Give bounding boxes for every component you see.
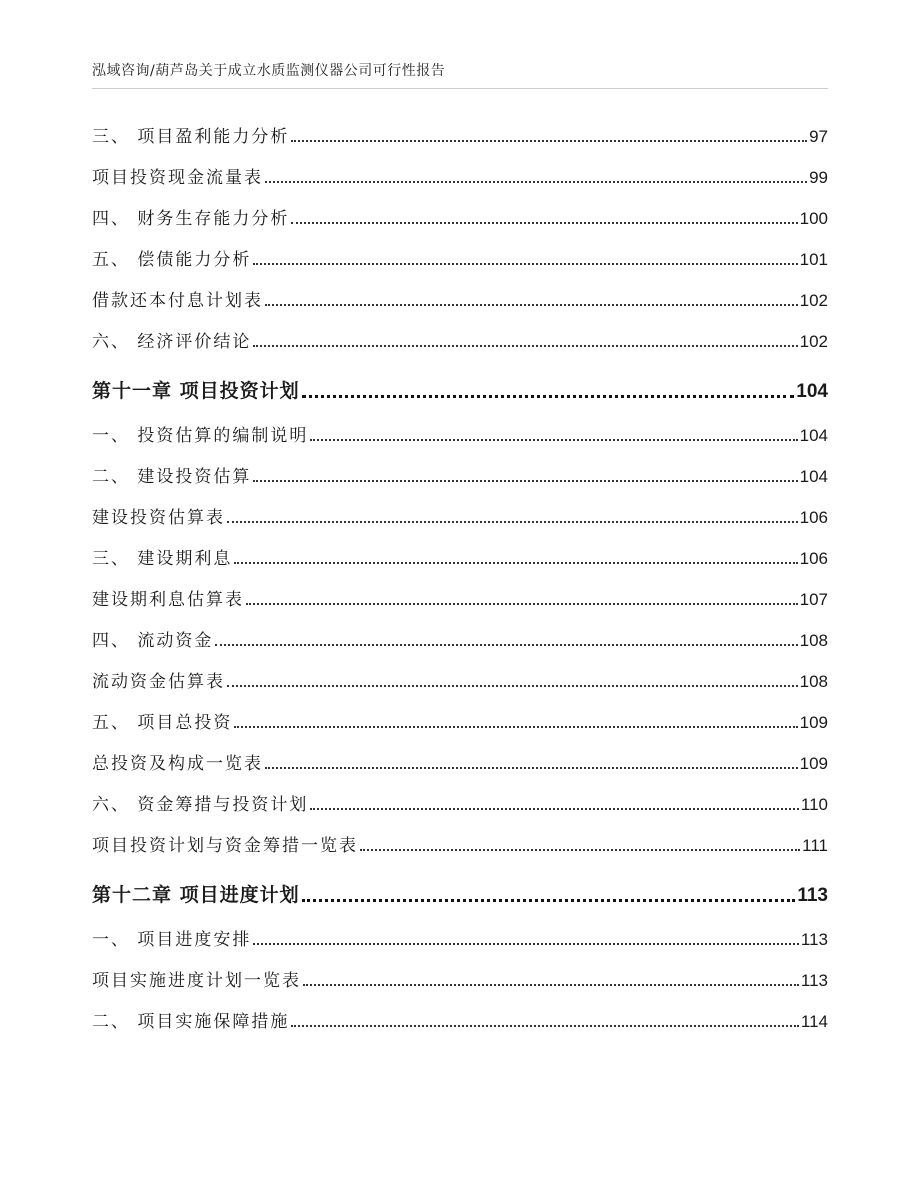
toc-entry[interactable] [92, 619, 828, 660]
dot-leader [291, 140, 807, 142]
toc-entry-title: 六、 经济评价结论 [92, 332, 252, 352]
dot-leader [246, 603, 798, 605]
toc-entry[interactable] [92, 742, 828, 783]
toc-entry-page: 101 [799, 250, 828, 269]
toc-entry-title: 五、 项目总投资 [92, 713, 233, 733]
toc-chapter-title: 第十一章 项目投资计划 [92, 380, 300, 402]
toc-entry-page: 109 [799, 754, 828, 773]
toc-entry[interactable] [92, 701, 828, 742]
toc-entry-page: 114 [800, 1012, 828, 1031]
dot-leader [265, 767, 798, 769]
dot-leader [360, 849, 800, 851]
toc-entry-page: 99 [809, 168, 828, 187]
toc-entry-page: 106 [799, 549, 828, 568]
toc-entry-title: 一、 项目进度安排 [92, 930, 252, 950]
toc-entry[interactable] [92, 279, 828, 320]
toc-entry[interactable] [92, 197, 828, 238]
toc-entry[interactable] [92, 1000, 828, 1041]
toc-chapter-page: 104 [796, 381, 828, 402]
toc-entry[interactable] [92, 783, 828, 824]
toc-entry[interactable] [92, 660, 828, 701]
dot-leader [234, 562, 797, 564]
toc-entry-title: 五、 偿债能力分析 [92, 250, 252, 270]
dot-leader [310, 439, 797, 441]
toc-entry-page: 109 [799, 713, 828, 732]
toc-entry-title: 建设投资估算表 [92, 508, 225, 528]
toc-entry[interactable] [92, 578, 828, 619]
toc-entry[interactable] [92, 496, 828, 537]
toc-entry[interactable] [92, 959, 828, 1000]
dot-leader [265, 304, 798, 306]
toc-entry[interactable] [92, 238, 828, 279]
toc-entry-page: 102 [799, 291, 828, 310]
toc-chapter-entry[interactable] [92, 361, 828, 414]
toc-entry[interactable] [92, 918, 828, 959]
toc-entry-title: 三、 项目盈利能力分析 [92, 127, 290, 147]
toc-entry-page: 111 [802, 836, 828, 855]
toc-entry[interactable] [92, 537, 828, 578]
toc-entry-page: 106 [799, 508, 828, 527]
toc-entry-page: 110 [800, 795, 828, 814]
toc-entry-page: 107 [799, 590, 828, 609]
toc-entry-title: 流动资金估算表 [92, 672, 225, 692]
dot-leader [253, 263, 797, 265]
dot-leader [215, 644, 797, 646]
toc-entry[interactable] [92, 824, 828, 865]
toc-entry-page: 108 [799, 672, 828, 691]
toc-chapter-page: 113 [797, 885, 828, 906]
dot-leader [302, 899, 796, 902]
toc-entry[interactable] [92, 115, 828, 156]
toc-entry-title: 二、 项目实施保障措施 [92, 1012, 290, 1032]
toc-entry-title: 项目投资计划与资金筹措一览表 [92, 836, 358, 856]
toc-entry-title: 四、 财务生存能力分析 [92, 209, 290, 229]
toc-entry[interactable] [92, 455, 828, 496]
dot-leader [303, 984, 799, 986]
toc-entry-title: 建设期利息估算表 [92, 590, 244, 610]
toc-entry[interactable] [92, 414, 828, 455]
dot-leader [310, 808, 798, 810]
toc-entry-title: 项目实施进度计划一览表 [92, 971, 301, 991]
toc-entry[interactable] [92, 156, 828, 197]
dot-leader [227, 521, 798, 523]
toc-entry-title: 总投资及构成一览表 [92, 754, 263, 774]
toc-entry-page: 102 [799, 332, 828, 351]
dot-leader [291, 1025, 798, 1027]
toc-chapter-entry[interactable] [92, 865, 828, 918]
dot-leader [227, 685, 798, 687]
toc-entry-title: 二、 建设投资估算 [92, 467, 252, 487]
toc-entry-title: 六、 资金筹措与投资计划 [92, 795, 309, 815]
dot-leader [265, 181, 807, 183]
dot-leader [234, 726, 797, 728]
toc-entry-page: 108 [799, 631, 828, 650]
table-of-contents [92, 115, 828, 1041]
toc-entry-title: 四、 流动资金 [92, 631, 214, 651]
toc-entry-page: 104 [799, 467, 828, 486]
toc-entry-page: 113 [800, 930, 828, 949]
header-divider [92, 88, 828, 89]
toc-chapter-title: 第十二章 项目进度计划 [92, 884, 300, 906]
dot-leader [253, 480, 797, 482]
toc-entry[interactable] [92, 320, 828, 361]
toc-entry-page: 100 [799, 209, 828, 228]
dot-leader [253, 345, 797, 347]
dot-leader [253, 943, 798, 945]
toc-entry-title: 借款还本付息计划表 [92, 291, 263, 311]
toc-entry-page: 113 [800, 971, 828, 990]
dot-leader [302, 395, 795, 398]
toc-entry-title: 一、 投资估算的编制说明 [92, 426, 309, 446]
dot-leader [291, 222, 797, 224]
toc-entry-page: 97 [809, 127, 828, 146]
toc-entry-title: 三、 建设期利息 [92, 549, 233, 569]
toc-entry-title: 项目投资现金流量表 [92, 168, 263, 188]
page-header: 泓域咨询/葫芦岛关于成立水质监测仪器公司可行性报告 [92, 63, 446, 79]
toc-entry-page: 104 [799, 426, 828, 445]
